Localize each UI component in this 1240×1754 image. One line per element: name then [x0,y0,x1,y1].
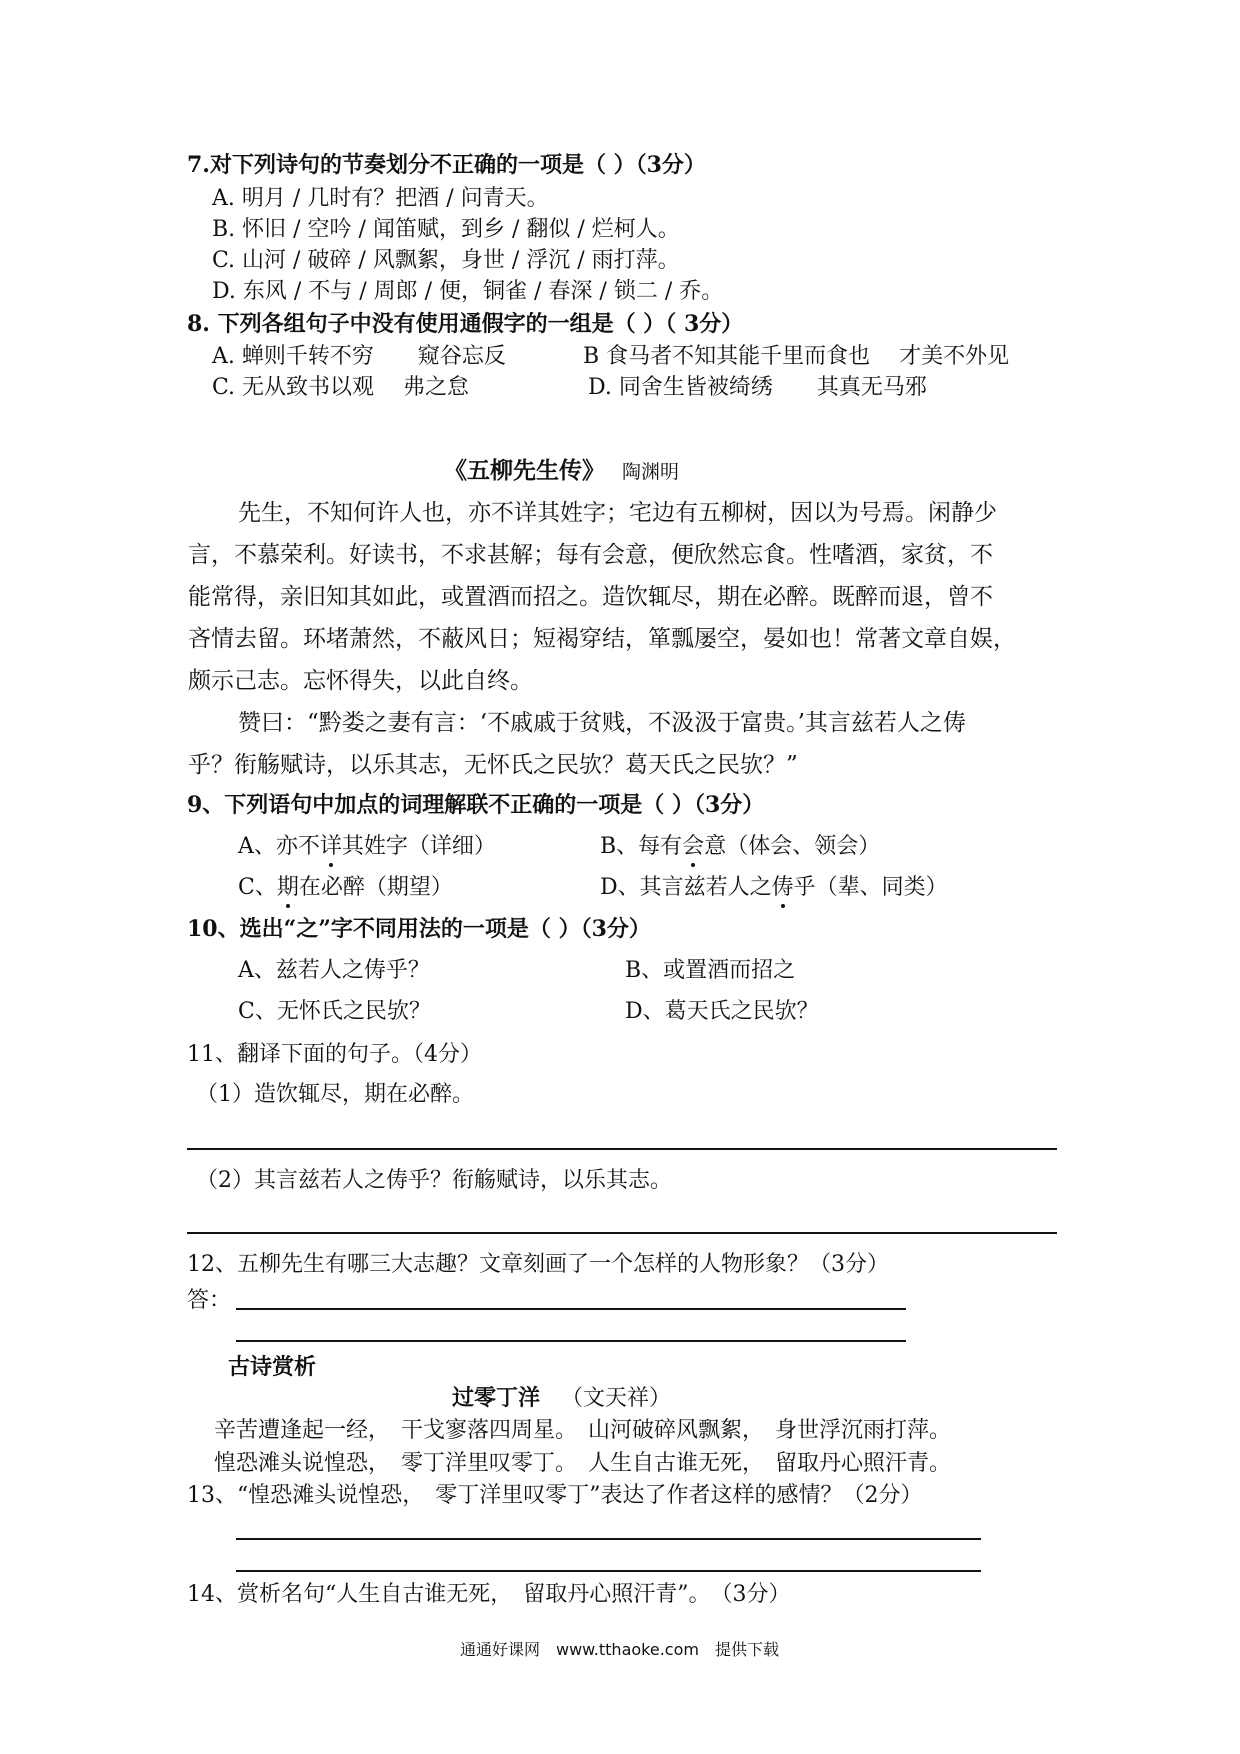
q10-option-d: D、葛天氏之民欤？ [625,999,819,1024]
q10-option-a: A、兹若人之俦乎？ [238,958,430,983]
footer-text: 通通好课网 www.tthaoke.com 提供下载 [460,1640,779,1659]
q9-b-post: 意（体会、领会） [704,834,881,859]
poem-line-2: 惶恐滩头说惶恐， 零丁洋里叹零丁。 人生自古谁无死， 留取丹心照汗青。 [214,1451,952,1476]
q10-stem: 10、选出“之”字不同用法的一项是（ ）（3分） [187,916,651,942]
answer-line [236,1570,981,1572]
q9-a-pre: A、亦不 [238,834,320,859]
q9-option-b [600,832,880,862]
q8-stem: 8. 下列各组句子中没有使用通假字的一组是（ ）（ 3分） [187,311,744,337]
q9-b-pre: B、每有 [600,834,683,859]
answer-line [187,1148,1057,1150]
q9-stem: 9、下列语句中加点的词理解联不正确的一项是（ ）（3分） [187,792,765,818]
q9-option-d [600,873,948,903]
q8-option-c: C. 无从致书以观 弗之怠 [212,375,470,400]
q7-option-c: C. 山河 / 破碎 / 风飘絮，身世 / 浮沉 / 雨打萍。 [212,248,680,273]
poem-line-1: 辛苦遭逢起一经， 干戈寥落四周星。 山河破碎风飘絮， 身世浮沉雨打萍。 [214,1418,952,1443]
passage-title: 《五柳先生传》 [444,457,605,484]
answer-line [236,1308,906,1310]
poem-section-title: 古诗赏析 [228,1354,317,1380]
q9-b-dotted-char: 会 [682,832,704,862]
q11-sentence-2: （2）其言兹若人之俦乎？衔觞赋诗，以乐其志。 [196,1168,672,1193]
q11-sentence-1: （1）造饮辄尽，期在必醉。 [196,1082,474,1107]
q9-a-post: 其姓字（详细） [341,834,496,859]
passage-line: 能常得，亲旧知其如此，或置酒而招之。造饮辄尽，期在必醉。既醉而退，曾不 [188,584,993,610]
answer-line [236,1538,981,1540]
q12-answer-label: 答： [187,1288,232,1313]
poem-title: 过零丁洋 [452,1385,541,1411]
q12-stem: 12、五柳先生有哪三大志趣？文章刻画了一个怎样的人物形象？（3分） [187,1252,889,1277]
q8-option-d: D. 同舍生皆被绮绣 其真无马邪 [588,375,927,400]
poem-author: （文天祥） [561,1386,672,1411]
passage-author: 陶渊明 [622,461,680,483]
q9-a-dotted-char: 详 [320,832,342,862]
q8-option-a: A. 蝉则千转不穷 窥谷忘反 [212,344,506,369]
q10-option-c: C、无怀氏之民欤？ [238,999,431,1024]
q9-option-c [238,873,453,903]
q10-option-b: B、或置酒而招之 [625,958,796,983]
passage-line: 颇示己志。忘怀得失，以此自终。 [188,668,533,694]
q11-stem: 11、翻译下面的句子。（4分） [187,1042,482,1067]
passage-line: 言，不慕荣利。好读书，不求甚解；每有会意，便欣然忘食。性嗜酒，家贫，不 [188,542,993,568]
q9-d-dotted-char: 俦 [772,873,794,903]
passage-line: 吝情去留。环堵萧然，不蔽风日；短褐穿结，箪瓢屡空，晏如也！常著文章自娱， [188,626,1016,652]
passage-line: 乎？衔觞赋诗，以乐其志，无怀氏之民欤？葛天氏之民欤？” [188,752,798,778]
answer-line [187,1232,1057,1234]
q9-c-post: 在必醉（期望） [298,875,453,900]
passage-line: 先生，不知何许人也，亦不详其姓字；宅边有五柳树，因以为号焉。闲静少 [238,500,997,526]
q9-c-pre: C、 [238,875,277,900]
q9-d-pre: D、其言兹若人之 [600,875,772,900]
poem-heading [452,1383,671,1414]
q9-c-dotted-char: 期 [277,873,299,903]
q13-stem: 13、“惶恐滩头说惶恐， 零丁洋里叹零丁”表达了作者这样的感情？（2分） [187,1483,923,1508]
answer-line [236,1340,906,1342]
passage-heading [444,456,679,487]
q7-stem: 7.对下列诗句的节奏划分不正确的一项是（ ）（3分） [187,152,706,178]
q9-option-a [238,832,496,862]
q8-option-b: B 食马者不知其能千里而食也 才美不外见 [583,344,1010,369]
q7-option-d: D. 东风 / 不与 / 周郎 / 便，铜雀 / 春深 / 锁二 / 乔。 [212,279,724,304]
q7-option-a: A. 明月 / 几时有？把酒 / 问青天。 [212,186,549,211]
q14-stem: 14、赏析名句“人生自古谁无死， 留取丹心照汗青”。 （3分） [187,1582,791,1607]
passage-line: 赞曰：“黔娄之妻有言：‘不戚戚于贫贱，不汲汲于富贵。’其言兹若人之俦 [238,710,966,736]
q7-option-b: B. 怀旧 / 空吟 / 闻笛赋，到乡 / 翻似 / 烂柯人。 [212,217,680,242]
q9-d-post: 乎（辈、同类） [793,875,948,900]
